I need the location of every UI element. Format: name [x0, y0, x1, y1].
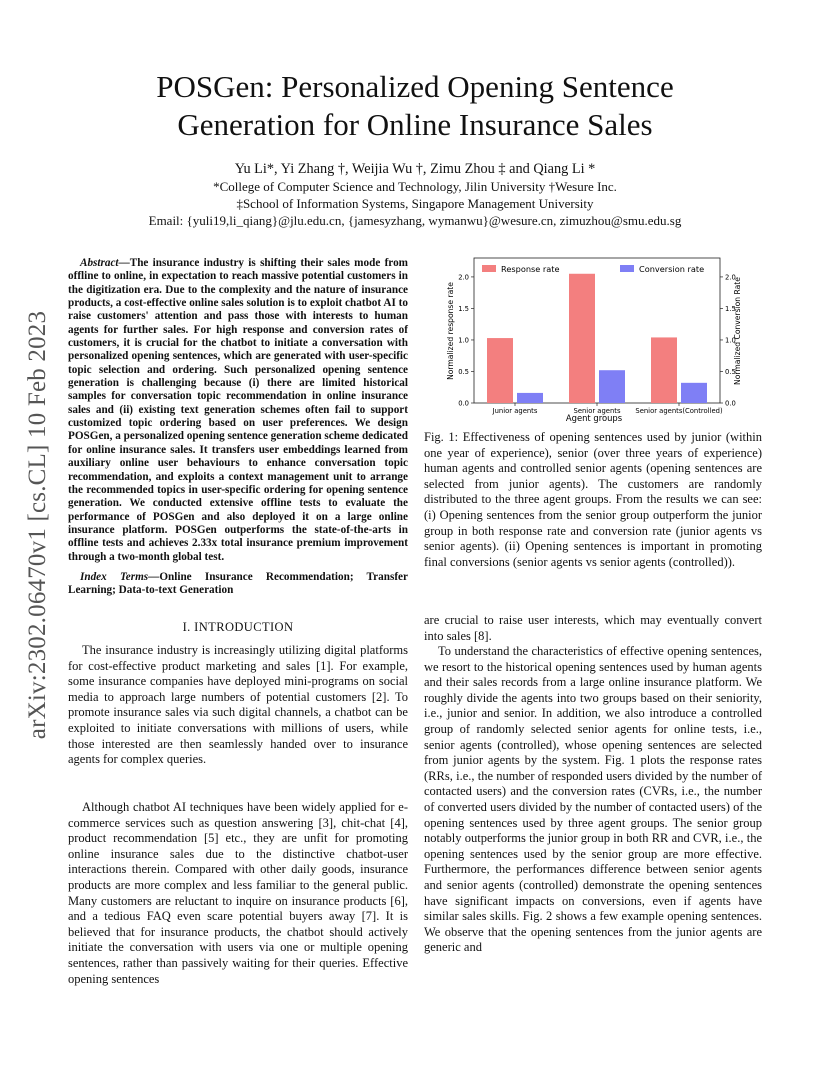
author-emails: Email: {yuli19,li_qiang}@jlu.edu.cn, {jamesyzhang, wymanwu}@wesure.cn, zimuzhou@smu.edu.sg — [148, 213, 682, 228]
title-line-2: Generation for Online Insurance Sales — [177, 107, 653, 142]
affiliation-2: ‡School of Information Systems, Singapore Management University — [236, 196, 594, 211]
index-terms — [68, 571, 408, 598]
y2-axis-label: Normalized Conversion Rate — [733, 277, 742, 385]
paper-title — [100, 68, 730, 144]
y-tick-label-left-1: 0.5 — [458, 367, 469, 376]
chart-legend — [482, 264, 704, 274]
x-tick-label-1: Senior agents — [573, 407, 621, 415]
section-heading: I. INTRODUCTION — [182, 620, 294, 634]
index-terms-text: —Online Insurance Recommendation; Transfer Learning; Data-to-text Generation — [68, 571, 408, 597]
y-tick-label-right-1: 0.5 — [725, 367, 736, 376]
index-terms-label: Index Terms — [80, 571, 149, 583]
x-tick-label-0: Junior agents — [492, 407, 538, 415]
y-axis-label: Normalized response rate — [446, 282, 455, 380]
intro-paragraph-1: The insurance industry is increasingly utilizing digital platforms for cost-effective product marketing and sales [1]. For example, some insurance companies have deployed mini-programs on social media to approach large numbers of potential customers [2]. To promote insurance sales via such digital channels, a chatbot can be exploited to initiate conversations with millions of users, while those interested are then seamlessly handed over to insurance agents for complex queries. — [68, 643, 408, 767]
legend-swatch-conversion — [620, 265, 634, 272]
y-tick-label-right-2: 1.0 — [725, 336, 736, 345]
abstract-text: —The insurance industry is shifting their sales mode from offline to online, in expectation to reach massive potential customers in the digitization era. Due to the complexity and the nature of insurance products, a cost-effective online sales solution is to exploit chatbot AI to raise customers' attention and pass those with interests to human agents for further sales. For high response and conversion rates of customers, it is crucial for the chatbot to initiate a conversation with personalized opening sentences, which are generated with user-specific topic selection and ordering. Such personalized opening sentence generation is challenging because (i) there are limited historical samples for conversation topic recommendation in online insurance sales and (ii) existing text generation schemes often fail to support customized topic ordering based on user preferences. We design POSGen, a personalized opening sentence generation scheme dedicated for online insurance sales. It transfers user embeddings learned from auxiliary online user behaviours to enhance conversation topic recommendation, and exploits a context management unit to arrange the recommended topics in user-specific ordering for opening sentence generation. We conducted extensive offline tests to evaluate the performance of POSGen and also deployed it on a large online insurance platform. POSGen outperforms the state-of-the-arts in offline tests and achieves 2.33x total insurance premium improvement through a two-month global test. — [68, 257, 408, 563]
abstract — [68, 257, 408, 564]
abstract-label: Abstract — [80, 257, 119, 269]
y-tick-label-right-0: 0.0 — [725, 399, 736, 408]
bar-conversion-2 — [681, 383, 707, 403]
bar-response-2 — [651, 337, 677, 403]
bar-chart — [424, 252, 764, 430]
x-axis-label: Agent groups — [565, 413, 623, 423]
figure-1-caption: Fig. 1: Effectiveness of opening sentences used by junior (within one year of experience), senior (over three years of experience) human agents and controlled senior agents (opening sentences are selected from junior agents). The customers are randomly distributed to the three agent groups. From the results we can see: (i) Opening sentences from the senior group outperform the junior group in both response rate and conversion rate (junior agents vs senior agents). (ii) Opening sentences is important in promoting final conversions (senior agents vs senior agents (controlled)). — [424, 430, 762, 569]
x-tick-label-2: Senior agents(Controlled) — [635, 407, 723, 415]
legend-swatch-response — [482, 265, 496, 272]
legend-label-response: Response rate — [501, 264, 560, 274]
y-tick-label-left-3: 1.5 — [458, 304, 469, 313]
right-paragraph-2: To understand the characteristics of effective opening sentences, we resort to the historical opening sentences used by human agents and their sales records from a large online insurance platform. We roughly divide the agents into two groups based on their seniority, i.e., junior and senior. In addition, we also introduce a controlled group of randomly selected senior agents for online tests, i.e., senior agents (controlled), whose opening sentences are selected from junior agents by the system. Fig. 1 plots the response rates (RRs, i.e., the number of responded users divided by the number of contacted users) and the conversion rates (CVRs, i.e., the number of converted users divided by the number of contacted users) of the opening sentences used by three agent groups. The senior group notably outperforms the junior group in both RR and CVR, i.e., the opening sentences used by the senior group are more effective. Furthermore, the performances difference between senior agents and senior agents (controlled) demonstrate the opening sentences have significant impacts on conversions, even if agents have similar sales skills. Fig. 2 shows a few example opening sentences. We observe that the opening sentences from the junior agents are generic and — [424, 644, 762, 955]
right-paragraph-1: are crucial to raise user interests, which may eventually convert into sales [8]. — [424, 613, 762, 643]
author-list: Yu Li*, Yi Zhang †, Weijia Wu †, Zimu Zhou ‡ and Qiang Li * — [234, 161, 596, 177]
bar-response-1 — [569, 274, 595, 403]
affiliation-1: *College of Computer Science and Technology, Jilin University †Wesure Inc. — [213, 179, 617, 194]
bar-response-0 — [487, 338, 513, 403]
legend-label-conversion: Conversion rate — [639, 264, 705, 274]
figure-1-chart — [424, 252, 764, 430]
y-tick-label-right-4: 2.0 — [725, 273, 736, 282]
y-tick-label-right-3: 1.5 — [725, 304, 736, 313]
y-tick-label-left-4: 2.0 — [458, 273, 469, 282]
bar-conversion-1 — [599, 370, 625, 403]
bar-conversion-0 — [517, 393, 543, 403]
y-tick-label-left-2: 1.0 — [458, 336, 469, 345]
arxiv-identifier: arXiv:2302.06470v1 [cs.CL] 10 Feb 2023 — [24, 310, 51, 740]
title-line-1: POSGen: Personalized Opening Sentence — [156, 69, 674, 104]
y-tick-label-left-0: 0.0 — [458, 399, 469, 408]
intro-paragraph-2: Although chatbot AI techniques have been widely applied for e-commerce services such as question answering [3], chit-chat [4], product recommendation [5] etc., they are unfit for promoting online insurance sales due to the distinctive chatbot-user interactions therein. Compared with other daily goods, insurance products are more complex and less familiar to the general public. Many customers are reluctant to inquire on insurance products [6], and a tedious FAQ even scare potential buyers away [7]. It is believed that for insurance products, the chatbot should actively initiate the conversation with users via one or multiple opening sentences, rather than passively waiting for their queries. Effective opening sentences — [68, 800, 408, 986]
